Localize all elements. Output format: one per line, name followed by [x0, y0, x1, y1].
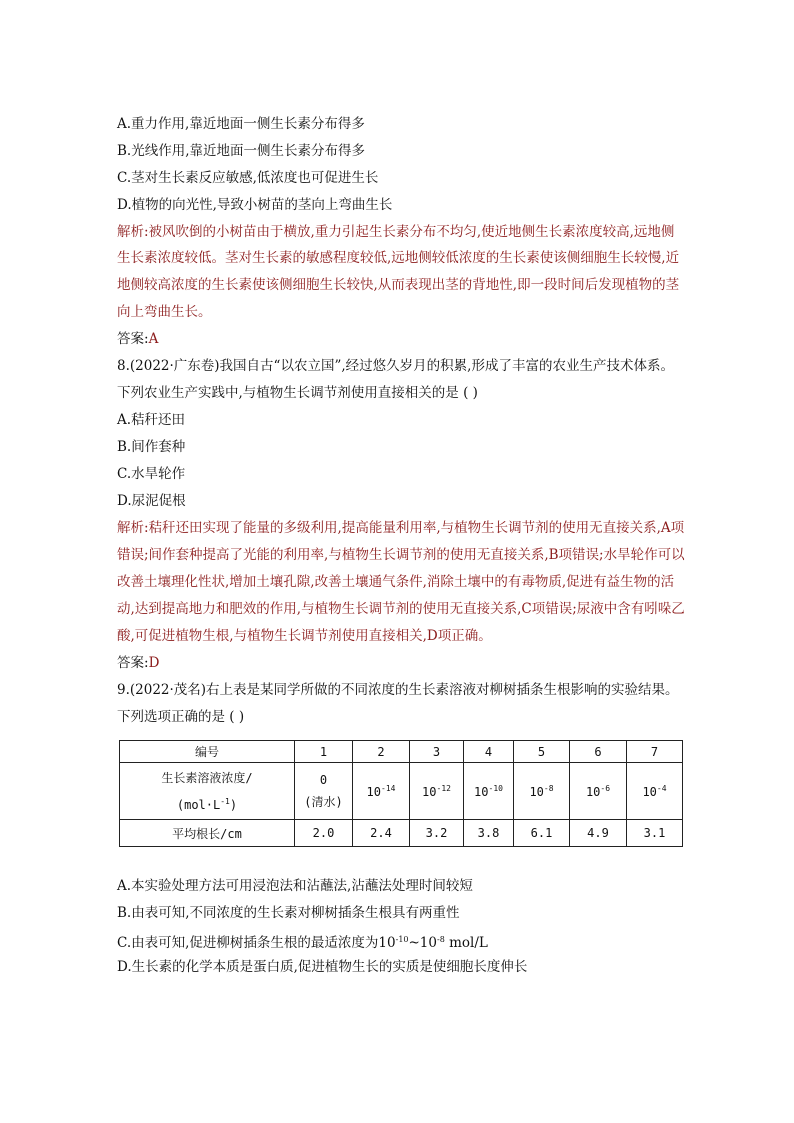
concentration-label-line1: 生长素溶液浓度/: [161, 770, 253, 785]
option-c-mid: ~10: [408, 935, 437, 951]
unit-text: (mol·L: [176, 797, 221, 812]
q9-data-table: [119, 740, 683, 847]
power-exponent: -14: [381, 783, 396, 793]
table-row: [120, 763, 683, 820]
q8-option-d: D.尿泥促根: [117, 493, 186, 509]
q7-option-c: C.茎对生长素反应敏感,低浓度也可促进生长: [117, 170, 379, 186]
option-c-exponent: -8: [437, 935, 445, 944]
table-cell-concentration: [627, 763, 683, 820]
answer-label: 答案:: [117, 655, 149, 671]
table-cell-root-length: 3.2: [410, 820, 464, 847]
table-cell-number: 5: [514, 741, 570, 763]
q7-explanation-line: 向上弯曲生长。: [117, 304, 212, 320]
q9-option-b: B.由表可知,不同浓度的生长素对柳树插条生根具有两重性: [117, 905, 460, 921]
power-base: 10: [642, 784, 657, 799]
table-cell-concentration: [295, 763, 353, 820]
answer-label: 答案:: [117, 331, 149, 347]
row-header-label: 编号: [120, 741, 295, 763]
power-exponent: -12: [436, 783, 451, 793]
table-row: [120, 741, 683, 763]
q9-stem-line: 9.(2022·茂名)右上表是某同学所做的不同浓度的生长素溶液对柳树插条生根影响的实验结果。: [117, 682, 679, 698]
q7-option-d: D.植物的向光性,导致小树苗的茎向上弯曲生长: [117, 197, 393, 213]
option-c-exponent: -10: [395, 935, 409, 944]
root-length-label: 平均根长/cm: [120, 820, 295, 847]
concentration-water: (清水): [304, 795, 343, 809]
q8-stem-line: 8.(2022·广东卷)我国自古“以农立国”,经过悠久岁月的积累,形成了丰富的农业生产技术体系。: [117, 358, 674, 374]
q9-option-d: D.生长素的化学本质是蛋白质,促进植物生长的实质是使细胞长度伸长: [117, 959, 528, 975]
table-cell-concentration: [570, 763, 627, 820]
concentration-zero: 0: [319, 773, 328, 787]
option-c-suffix: mol/L: [444, 935, 488, 951]
q8-option-c: C.水旱轮作: [117, 466, 186, 482]
q8-explanation-line: 错误;间作套种提高了光能的利用率,与植物生长调节剂的使用无直接关系,B项错误;水旱轮作可以: [117, 547, 685, 563]
answer-value: A: [148, 331, 159, 347]
table-cell-number: 7: [627, 741, 683, 763]
q9-option-a: A.本实验处理方法可用浸泡法和沾蘸法,沾蘸法处理时间较短: [117, 878, 473, 894]
q7-explanation-line: 生长素浓度较低。茎对生长素的敏感程度较低,远地侧较低浓度的生长素使该侧细胞生长较慢,近: [117, 250, 680, 266]
option-c-prefix: C.由表可知,促进柳树插条生根的最适浓度为10: [117, 935, 396, 951]
q8-explanation-line: 酸,可促进植物生根,与植物生长调节剂使用直接相关,D项正确。: [117, 628, 492, 644]
q8-option-b: B.间作套种: [117, 439, 186, 455]
q7-explanation-line: 解析:被风吹倒的小树苗由于横放,重力引起生长素分布不均匀,使近地侧生长素浓度较高,远地侧: [117, 224, 675, 240]
q8-explanation-line: 解析:秸秆还田实现了能量的多级利用,提高能量利用率,与植物生长调节剂的使用无直接关系,A项: [117, 520, 685, 536]
unit-close: ): [229, 797, 238, 812]
table-cell-root-length: 2.4: [353, 820, 410, 847]
table-cell-number: 4: [464, 741, 514, 763]
q8-stem-line: 下列农业生产实践中,与植物生长调节剂使用直接相关的是 ( ): [117, 385, 478, 401]
power-base: 10: [474, 784, 489, 799]
q9-option-c: [117, 930, 488, 953]
table-cell-root-length: 3.1: [627, 820, 683, 847]
table-cell-number: 2: [353, 741, 410, 763]
table-cell-number: 3: [410, 741, 464, 763]
table-cell-number: 1: [295, 741, 353, 763]
table-cell-number: 6: [570, 741, 627, 763]
table-cell-concentration: [464, 763, 514, 820]
power-exponent: -6: [600, 783, 611, 793]
power-exponent: -4: [656, 783, 667, 793]
table-cell-root-length: 6.1: [514, 820, 570, 847]
q7-answer: [117, 329, 158, 349]
table-cell-root-length: 3.8: [464, 820, 514, 847]
table-cell-root-length: 4.9: [570, 820, 627, 847]
q8-option-a: A.秸秆还田: [117, 412, 186, 428]
q8-answer: [117, 653, 159, 673]
answer-value: D: [148, 655, 160, 671]
q9-stem-line: 下列选项正确的是 ( ): [117, 709, 245, 725]
table-row: [120, 820, 683, 847]
q7-option-b: B.光线作用,靠近地面一侧生长素分布得多: [117, 143, 366, 159]
power-base: 10: [422, 784, 437, 799]
concentration-label-line2: [120, 790, 294, 817]
q7-explanation-line: 地侧较高浓度的生长素使该侧细胞生长较快,从而表现出茎的背地性,即一段时间后发现植物的茎: [117, 277, 680, 293]
power-base: 10: [529, 784, 544, 799]
table-cell-concentration: [353, 763, 410, 820]
power-base: 10: [585, 784, 601, 799]
power-exponent: -10: [488, 783, 503, 793]
power-exponent: -8: [543, 783, 554, 793]
table-cell-root-length: 2.0: [295, 820, 353, 847]
table-cell-concentration: [514, 763, 570, 820]
q7-option-a: A.重力作用,靠近地面一侧生长素分布得多: [117, 116, 365, 132]
q8-explanation-line: 改善土壤理化性状,增加土壤孔隙,改善土壤通气条件,消除土壤中的有毒物质,促进有益生物的活: [117, 574, 675, 590]
table-cell-concentration: [410, 763, 464, 820]
q8-explanation-line: 动,达到提高地力和肥效的作用,与植物生长调节剂的使用无直接关系,C项错误;尿液中含有吲哚乙: [117, 601, 685, 617]
concentration-label-cell: [120, 763, 295, 820]
unit-exponent: -1: [220, 796, 230, 806]
power-base: 10: [366, 784, 381, 799]
